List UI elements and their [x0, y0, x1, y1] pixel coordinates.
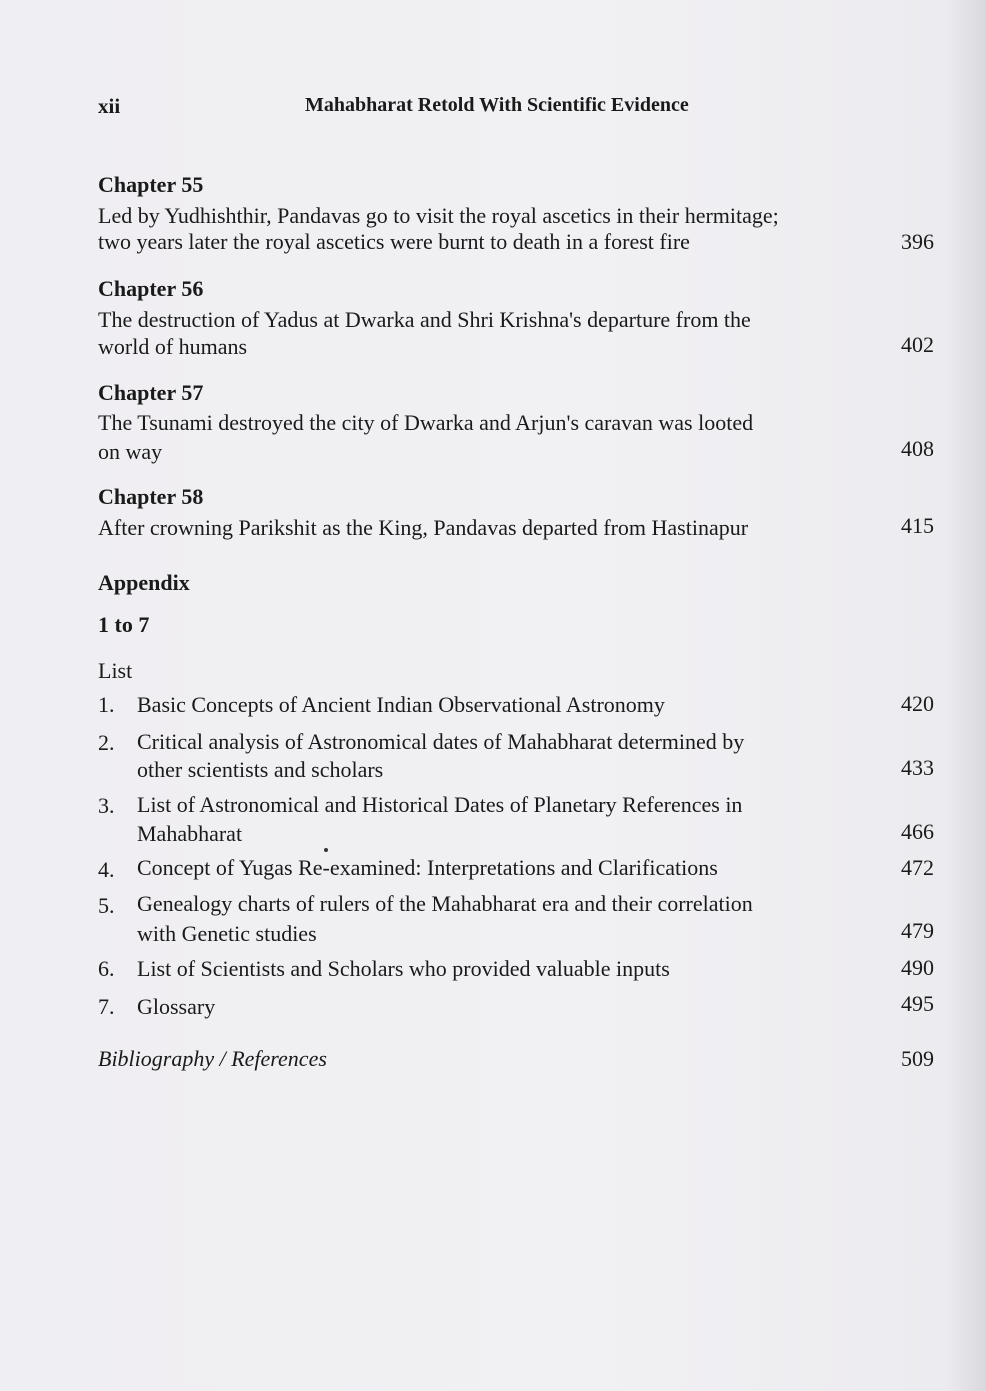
chapter-heading: Chapter 58 [98, 484, 204, 509]
list-label: List [98, 658, 133, 683]
list-text: with Genetic studies [137, 921, 317, 946]
page-number: 408 [901, 436, 934, 461]
list-number: 3. [98, 793, 115, 818]
page-number: 495 [901, 991, 934, 1016]
list-text: Mahabharat [137, 821, 243, 846]
list-text: List of Astronomical and Historical Dates of Planetary References in [137, 792, 743, 817]
chapter-title-line: on way [98, 439, 163, 464]
page-header [98, 94, 734, 124]
page-number: 402 [901, 332, 934, 357]
list-text: Critical analysis of Astronomical dates of Mahabharat determined by [137, 729, 745, 754]
chapter-heading: Chapter 55 [98, 172, 204, 197]
list-number: 5. [98, 893, 115, 918]
page-number: 415 [901, 513, 934, 538]
running-title: Mahabharat Retold With Scientific Evidence [305, 94, 689, 116]
page-number: 420 [901, 691, 934, 716]
folio: xii [98, 94, 121, 118]
print-speck [324, 848, 328, 852]
chapter-heading: Chapter 56 [98, 276, 204, 301]
list-number: 1. [98, 692, 115, 717]
list-text: other scientists and scholars [137, 757, 384, 782]
page-number: 396 [901, 229, 934, 254]
list-text: Basic Concepts of Ancient Indian Observational Astronomy [137, 692, 665, 717]
page-number: 490 [901, 955, 934, 980]
chapter-title-line: Led by Yudhishthir, Pandavas go to visit the royal ascetics in their hermitage; [98, 203, 779, 228]
list-number: 2. [98, 730, 115, 755]
chapter-heading: Chapter 57 [98, 380, 204, 405]
page-number: 472 [901, 855, 934, 880]
list-number: 6. [98, 956, 115, 981]
appendix-range: 1 to 7 [98, 612, 150, 637]
list-text: Genealogy charts of rulers of the Mahabharat era and their correlation [137, 891, 753, 916]
chapter-title-line: After crowning Parikshit as the King, Pandavas departed from Hastinapur [98, 515, 749, 540]
chapter-title-line: world of humans [98, 334, 248, 359]
list-number: 7. [98, 994, 115, 1019]
page-number: 433 [901, 755, 934, 780]
chapter-title-line: The destruction of Yadus at Dwarka and Shri Krishna's departure from the [98, 307, 751, 332]
bibliography-label: Bibliography / References [98, 1046, 327, 1071]
chapter-title-line: two years later the royal ascetics were burnt to death in a forest fire [98, 229, 690, 254]
list-text: Concept of Yugas Re-examined: Interpretations and Clarifications [137, 855, 718, 880]
list-text: List of Scientists and Scholars who provided valuable inputs [137, 956, 670, 981]
page-number: 509 [901, 1046, 934, 1071]
page-number: 479 [901, 918, 934, 943]
list-number: 4. [98, 857, 115, 882]
chapter-title-line: The Tsunami destroyed the city of Dwarka and Arjun's caravan was looted [98, 410, 754, 435]
list-text: Glossary [137, 994, 216, 1019]
appendix-heading: Appendix [98, 570, 190, 595]
page-number: 466 [901, 819, 934, 844]
